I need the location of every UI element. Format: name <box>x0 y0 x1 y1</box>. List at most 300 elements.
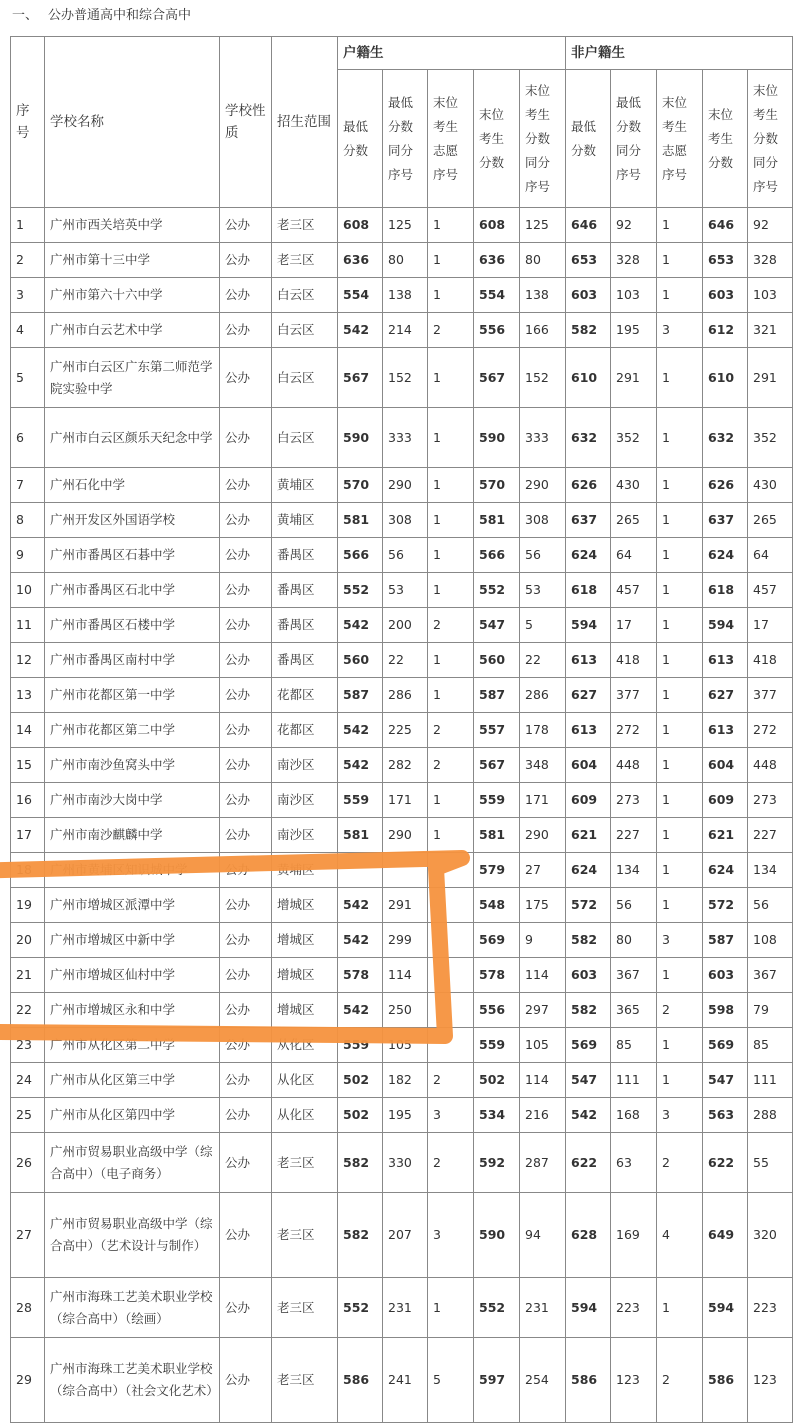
cell-h-last-wish-no <box>428 853 474 888</box>
cell-f-min-same-no: 103 <box>611 278 657 313</box>
cell-seq: 14 <box>11 713 45 748</box>
cell-h-last-same-no: 5 <box>520 608 566 643</box>
cell-f-last-wish-no: 1 <box>657 643 703 678</box>
cell-scope: 老三区 <box>272 1193 338 1278</box>
cell-f-last-score: 612 <box>703 313 748 348</box>
cell-seq: 28 <box>11 1278 45 1338</box>
cell-scope: 番禺区 <box>272 643 338 678</box>
cell-nature: 公办 <box>220 818 272 853</box>
cell-h-last-score: 590 <box>474 1193 520 1278</box>
cell-f-last-same-no: 367 <box>748 958 793 993</box>
cell-h-last-same-no: 114 <box>520 958 566 993</box>
cell-f-last-wish-no: 3 <box>657 923 703 958</box>
cell-h-min-score: 570 <box>338 468 383 503</box>
cell-f-last-wish-no: 1 <box>657 608 703 643</box>
cell-f-last-wish-no: 1 <box>657 818 703 853</box>
cell-h-min-same-no: 125 <box>383 208 428 243</box>
cell-h-last-wish-no: 1 <box>428 643 474 678</box>
cell-h-last-same-no: 9 <box>520 923 566 958</box>
cell-h-last-same-no: 175 <box>520 888 566 923</box>
table-row <box>11 503 793 538</box>
cell-nature: 公办 <box>220 1063 272 1098</box>
cell-scope: 增城区 <box>272 888 338 923</box>
cell-f-last-score: 621 <box>703 818 748 853</box>
cell-f-min-same-no: 64 <box>611 538 657 573</box>
cell-school-name: 广州市贸易职业高级中学（综合高中）（艺术设计与制作） <box>45 1193 220 1278</box>
cell-f-last-wish-no: 4 <box>657 1193 703 1278</box>
cell-f-last-score: 618 <box>703 573 748 608</box>
cell-h-last-score: 547 <box>474 608 520 643</box>
cell-f-last-same-no: 111 <box>748 1063 793 1098</box>
cell-f-last-same-no: 273 <box>748 783 793 818</box>
cell-h-last-same-no: 254 <box>520 1338 566 1423</box>
cell-h-last-wish-no: 1 <box>428 538 474 573</box>
cell-f-min-score: 604 <box>566 748 611 783</box>
cell-scope: 增城区 <box>272 993 338 1028</box>
cell-f-last-same-no: 134 <box>748 853 793 888</box>
cell-h-last-same-no: 290 <box>520 468 566 503</box>
cell-f-last-wish-no: 1 <box>657 853 703 888</box>
cell-h-last-wish-no: 1 <box>428 503 474 538</box>
cell-h-min-same-no: 286 <box>383 678 428 713</box>
cell-school-name: 广州市从化区第二中学 <box>45 1028 220 1063</box>
cell-f-last-same-no: 223 <box>748 1278 793 1338</box>
cell-scope: 南沙区 <box>272 748 338 783</box>
cell-h-last-score: 597 <box>474 1338 520 1423</box>
table-row <box>11 243 793 278</box>
cell-h-last-same-no: 290 <box>520 818 566 853</box>
cell-f-min-score: 582 <box>566 993 611 1028</box>
cell-f-last-same-no: 272 <box>748 713 793 748</box>
cell-f-last-wish-no: 1 <box>657 573 703 608</box>
cell-seq: 23 <box>11 1028 45 1063</box>
cell-h-last-wish-no: 2 <box>428 608 474 643</box>
cell-school-name: 广州市番禺区石楼中学 <box>45 608 220 643</box>
cell-f-last-same-no: 320 <box>748 1193 793 1278</box>
cell-seq: 11 <box>11 608 45 643</box>
cell-f-last-score: 610 <box>703 348 748 408</box>
cell-f-min-same-no: 223 <box>611 1278 657 1338</box>
cell-h-last-same-no: 308 <box>520 503 566 538</box>
cell-seq: 19 <box>11 888 45 923</box>
cell-f-min-score: 547 <box>566 1063 611 1098</box>
cell-h-last-score: 534 <box>474 1098 520 1133</box>
cell-h-last-wish-no: 1 <box>428 278 474 313</box>
cell-f-last-wish-no: 3 <box>657 1098 703 1133</box>
cell-h-last-same-no: 94 <box>520 1193 566 1278</box>
cell-f-min-same-no: 352 <box>611 408 657 468</box>
cell-h-last-wish-no: 1 <box>428 1278 474 1338</box>
cell-h-last-wish-no: 2 <box>428 1063 474 1098</box>
cell-h-last-same-no: 27 <box>520 853 566 888</box>
cell-f-last-same-no: 430 <box>748 468 793 503</box>
admission-scores-table <box>10 36 793 1423</box>
cell-h-min-same-no: 250 <box>383 993 428 1028</box>
cell-seq: 3 <box>11 278 45 313</box>
cell-h-min-score: 542 <box>338 923 383 958</box>
cell-nature: 公办 <box>220 1028 272 1063</box>
cell-h-min-score: 581 <box>338 503 383 538</box>
cell-h-min-same-no: 333 <box>383 408 428 468</box>
cell-h-last-wish-no: 1 <box>428 573 474 608</box>
cell-f-last-wish-no: 1 <box>657 468 703 503</box>
cell-scope: 增城区 <box>272 958 338 993</box>
cell-h-min-same-no: 22 <box>383 643 428 678</box>
cell-h-min-same-no: 182 <box>383 1063 428 1098</box>
cell-h-last-wish-no <box>428 993 474 1028</box>
cell-seq: 4 <box>11 313 45 348</box>
cell-h-min-score: 560 <box>338 643 383 678</box>
cell-h-min-same-no: 290 <box>383 468 428 503</box>
cell-h-last-wish-no: 1 <box>428 818 474 853</box>
table-row <box>11 958 793 993</box>
cell-f-last-wish-no: 1 <box>657 1278 703 1338</box>
cell-h-min-same-no: 171 <box>383 783 428 818</box>
cell-h-min-score: 581 <box>338 818 383 853</box>
cell-f-last-wish-no: 1 <box>657 958 703 993</box>
cell-h-last-same-no: 166 <box>520 313 566 348</box>
cell-h-min-score: 636 <box>338 243 383 278</box>
cell-scope: 黄埔区 <box>272 503 338 538</box>
cell-h-last-wish-no <box>428 888 474 923</box>
cell-f-last-score: 637 <box>703 503 748 538</box>
cell-f-last-score: 547 <box>703 1063 748 1098</box>
cell-h-last-same-no: 231 <box>520 1278 566 1338</box>
cell-h-min-same-no: 241 <box>383 1338 428 1423</box>
cell-school-name: 广州市花都区第一中学 <box>45 678 220 713</box>
cell-seq: 7 <box>11 468 45 503</box>
cell-f-min-same-no: 169 <box>611 1193 657 1278</box>
cell-h-min-score: 578 <box>338 958 383 993</box>
cell-f-last-wish-no: 1 <box>657 783 703 818</box>
col-h-last-same-no: 末位考生分数同分序号 <box>520 70 566 208</box>
cell-f-min-same-no: 85 <box>611 1028 657 1063</box>
cell-f-last-score: 613 <box>703 643 748 678</box>
cell-f-last-wish-no: 1 <box>657 408 703 468</box>
cell-school-name: 广州市番禺区南村中学 <box>45 643 220 678</box>
cell-f-last-score: 653 <box>703 243 748 278</box>
table-row <box>11 713 793 748</box>
cell-scope: 老三区 <box>272 1133 338 1193</box>
cell-seq: 6 <box>11 408 45 468</box>
cell-f-last-score: 587 <box>703 923 748 958</box>
group-huji: 户籍生 <box>338 37 566 70</box>
cell-h-last-wish-no <box>428 923 474 958</box>
cell-seq: 1 <box>11 208 45 243</box>
cell-h-last-score: 570 <box>474 468 520 503</box>
cell-nature: 公办 <box>220 243 272 278</box>
cell-f-min-same-no: 430 <box>611 468 657 503</box>
cell-scope: 花都区 <box>272 713 338 748</box>
cell-f-min-score: 624 <box>566 853 611 888</box>
cell-f-last-same-no: 448 <box>748 748 793 783</box>
cell-f-last-score: 572 <box>703 888 748 923</box>
cell-scope: 白云区 <box>272 313 338 348</box>
cell-f-min-same-no: 227 <box>611 818 657 853</box>
cell-h-min-score: 587 <box>338 678 383 713</box>
cell-scope: 白云区 <box>272 408 338 468</box>
cell-nature: 公办 <box>220 958 272 993</box>
table-row <box>11 1028 793 1063</box>
table-row <box>11 1278 793 1338</box>
cell-h-last-same-no: 105 <box>520 1028 566 1063</box>
cell-school-name: 广州市增城区派潭中学 <box>45 888 220 923</box>
cell-h-last-wish-no: 1 <box>428 208 474 243</box>
cell-f-min-score: 621 <box>566 818 611 853</box>
cell-f-min-score: 594 <box>566 1278 611 1338</box>
cell-nature: 公办 <box>220 313 272 348</box>
cell-f-min-score: 582 <box>566 313 611 348</box>
cell-school-name: 广州市第六十六中学 <box>45 278 220 313</box>
cell-f-min-same-no: 63 <box>611 1133 657 1193</box>
table-row <box>11 573 793 608</box>
cell-school-name: 广州市增城区中新中学 <box>45 923 220 958</box>
cell-seq: 15 <box>11 748 45 783</box>
table-row <box>11 1133 793 1193</box>
cell-school-name: 广州市第十三中学 <box>45 243 220 278</box>
cell-f-min-score: 603 <box>566 958 611 993</box>
cell-scope: 白云区 <box>272 278 338 313</box>
cell-f-last-wish-no: 1 <box>657 503 703 538</box>
table-row <box>11 853 793 888</box>
cell-school-name: 广州市黄埔区知识城中学 <box>45 853 220 888</box>
cell-h-min-same-no: 214 <box>383 313 428 348</box>
cell-f-min-score: 609 <box>566 783 611 818</box>
cell-h-last-score: 581 <box>474 818 520 853</box>
cell-nature: 公办 <box>220 278 272 313</box>
section-number: 一、 <box>12 8 39 23</box>
cell-f-last-score: 604 <box>703 748 748 783</box>
cell-nature: 公办 <box>220 208 272 243</box>
cell-f-last-score: 603 <box>703 278 748 313</box>
cell-f-last-score: 649 <box>703 1193 748 1278</box>
cell-h-min-same-no <box>383 853 428 888</box>
col-h-min-same-no: 最低分数同分序号 <box>383 70 428 208</box>
cell-h-min-score: 502 <box>338 1098 383 1133</box>
cell-h-last-score: 552 <box>474 573 520 608</box>
cell-f-last-score: 569 <box>703 1028 748 1063</box>
cell-h-min-same-no: 290 <box>383 818 428 853</box>
table-row <box>11 1063 793 1098</box>
cell-h-last-same-no: 333 <box>520 408 566 468</box>
cell-scope: 花都区 <box>272 678 338 713</box>
cell-h-last-score: 548 <box>474 888 520 923</box>
cell-f-min-score: 603 <box>566 278 611 313</box>
col-f-last-wish-no: 末位考生志愿序号 <box>657 70 703 208</box>
cell-f-last-wish-no: 1 <box>657 713 703 748</box>
cell-f-min-same-no: 365 <box>611 993 657 1028</box>
table-row <box>11 993 793 1028</box>
cell-h-last-wish-no: 2 <box>428 313 474 348</box>
table-row <box>11 348 793 408</box>
cell-h-last-wish-no: 5 <box>428 1338 474 1423</box>
cell-h-last-same-no: 297 <box>520 993 566 1028</box>
cell-scope: 从化区 <box>272 1098 338 1133</box>
cell-f-last-wish-no: 2 <box>657 1338 703 1423</box>
cell-h-last-wish-no <box>428 958 474 993</box>
cell-f-min-same-no: 111 <box>611 1063 657 1098</box>
cell-nature: 公办 <box>220 1133 272 1193</box>
cell-h-last-wish-no: 2 <box>428 1133 474 1193</box>
cell-f-last-wish-no: 1 <box>657 348 703 408</box>
cell-f-min-same-no: 134 <box>611 853 657 888</box>
cell-h-min-same-no: 200 <box>383 608 428 643</box>
cell-school-name: 广州市花都区第二中学 <box>45 713 220 748</box>
cell-school-name: 广州市从化区第四中学 <box>45 1098 220 1133</box>
section-title: 公办普通高中和综合高中 <box>48 8 192 23</box>
cell-h-last-same-no: 56 <box>520 538 566 573</box>
col-seq: 序号 <box>11 37 45 208</box>
cell-h-min-score: 582 <box>338 1193 383 1278</box>
cell-h-last-score: 502 <box>474 1063 520 1098</box>
cell-f-min-same-no: 56 <box>611 888 657 923</box>
table-row <box>11 1098 793 1133</box>
cell-f-last-score: 622 <box>703 1133 748 1193</box>
cell-seq: 26 <box>11 1133 45 1193</box>
cell-h-min-same-no: 114 <box>383 958 428 993</box>
cell-school-name: 广州市白云艺术中学 <box>45 313 220 348</box>
cell-scope: 增城区 <box>272 923 338 958</box>
cell-nature: 公办 <box>220 643 272 678</box>
cell-h-last-wish-no <box>428 1028 474 1063</box>
cell-nature: 公办 <box>220 608 272 643</box>
cell-h-last-same-no: 216 <box>520 1098 566 1133</box>
cell-school-name: 广州市番禺区石北中学 <box>45 573 220 608</box>
cell-f-last-same-no: 55 <box>748 1133 793 1193</box>
cell-h-last-same-no: 80 <box>520 243 566 278</box>
cell-f-min-same-no: 265 <box>611 503 657 538</box>
cell-nature: 公办 <box>220 503 272 538</box>
cell-seq: 22 <box>11 993 45 1028</box>
cell-f-last-same-no: 79 <box>748 993 793 1028</box>
cell-f-min-score: 627 <box>566 678 611 713</box>
table-row <box>11 608 793 643</box>
cell-h-min-score: 554 <box>338 278 383 313</box>
cell-f-last-score: 626 <box>703 468 748 503</box>
table-row <box>11 888 793 923</box>
cell-h-last-score: 566 <box>474 538 520 573</box>
table-row <box>11 538 793 573</box>
cell-h-last-wish-no: 2 <box>428 713 474 748</box>
cell-h-min-same-no: 225 <box>383 713 428 748</box>
cell-f-min-same-no: 168 <box>611 1098 657 1133</box>
cell-school-name: 广州市海珠工艺美术职业学校（综合高中）（社会文化艺术） <box>45 1338 220 1423</box>
cell-f-min-same-no: 418 <box>611 643 657 678</box>
table-row <box>11 468 793 503</box>
cell-f-min-score: 618 <box>566 573 611 608</box>
cell-f-last-wish-no: 1 <box>657 1063 703 1098</box>
cell-h-last-score: 579 <box>474 853 520 888</box>
cell-f-last-wish-no: 1 <box>657 678 703 713</box>
cell-f-min-score: 653 <box>566 243 611 278</box>
cell-f-last-same-no: 418 <box>748 643 793 678</box>
cell-school-name: 广州市南沙麒麟中学 <box>45 818 220 853</box>
cell-scope: 老三区 <box>272 1278 338 1338</box>
cell-h-min-same-no: 231 <box>383 1278 428 1338</box>
table-row <box>11 1193 793 1278</box>
cell-f-min-score: 582 <box>566 923 611 958</box>
cell-h-last-score: 592 <box>474 1133 520 1193</box>
cell-h-min-score: 542 <box>338 748 383 783</box>
cell-h-last-wish-no: 1 <box>428 783 474 818</box>
cell-scope: 老三区 <box>272 1338 338 1423</box>
cell-f-min-same-no: 195 <box>611 313 657 348</box>
cell-h-last-score: 567 <box>474 748 520 783</box>
table-row <box>11 208 793 243</box>
cell-h-last-wish-no: 1 <box>428 243 474 278</box>
cell-h-last-same-no: 138 <box>520 278 566 313</box>
cell-h-last-same-no: 53 <box>520 573 566 608</box>
cell-nature: 公办 <box>220 408 272 468</box>
cell-h-last-score: 559 <box>474 1028 520 1063</box>
cell-f-min-score: 586 <box>566 1338 611 1423</box>
cell-school-name: 广州市西关培英中学 <box>45 208 220 243</box>
cell-seq: 10 <box>11 573 45 608</box>
cell-scope: 番禺区 <box>272 573 338 608</box>
cell-h-min-score: 502 <box>338 1063 383 1098</box>
cell-f-last-same-no: 227 <box>748 818 793 853</box>
table-row <box>11 923 793 958</box>
cell-h-last-wish-no: 3 <box>428 1098 474 1133</box>
cell-f-min-same-no: 80 <box>611 923 657 958</box>
cell-f-last-same-no: 377 <box>748 678 793 713</box>
table-row <box>11 678 793 713</box>
cell-f-min-score: 542 <box>566 1098 611 1133</box>
cell-nature: 公办 <box>220 1098 272 1133</box>
cell-school-name: 广州市南沙大岗中学 <box>45 783 220 818</box>
cell-h-min-same-no: 56 <box>383 538 428 573</box>
cell-seq: 9 <box>11 538 45 573</box>
cell-h-last-score: 569 <box>474 923 520 958</box>
cell-h-min-same-no: 195 <box>383 1098 428 1133</box>
cell-f-min-score: 624 <box>566 538 611 573</box>
cell-school-name: 广州市白云区颜乐天纪念中学 <box>45 408 220 468</box>
cell-h-last-score: 560 <box>474 643 520 678</box>
cell-f-last-score: 563 <box>703 1098 748 1133</box>
group-feihuji: 非户籍生 <box>566 37 793 70</box>
cell-f-min-same-no: 291 <box>611 348 657 408</box>
col-f-min-same-no: 最低分数同分序号 <box>611 70 657 208</box>
col-nature: 学校性质 <box>220 37 272 208</box>
cell-f-min-score: 572 <box>566 888 611 923</box>
cell-h-last-same-no: 171 <box>520 783 566 818</box>
cell-f-min-same-no: 273 <box>611 783 657 818</box>
cell-f-min-score: 569 <box>566 1028 611 1063</box>
cell-h-min-score: 559 <box>338 783 383 818</box>
cell-nature: 公办 <box>220 1338 272 1423</box>
cell-h-min-score: 542 <box>338 608 383 643</box>
cell-h-last-same-no: 114 <box>520 1063 566 1098</box>
cell-f-last-same-no: 328 <box>748 243 793 278</box>
cell-h-min-same-no: 330 <box>383 1133 428 1193</box>
cell-h-min-score: 552 <box>338 573 383 608</box>
cell-f-last-score: 594 <box>703 608 748 643</box>
cell-f-min-same-no: 367 <box>611 958 657 993</box>
cell-scope: 黄埔区 <box>272 468 338 503</box>
cell-h-last-score: 559 <box>474 783 520 818</box>
cell-school-name: 广州市南沙鱼窝头中学 <box>45 748 220 783</box>
cell-school-name: 广州市番禺区石碁中学 <box>45 538 220 573</box>
cell-h-last-score: 567 <box>474 348 520 408</box>
cell-f-last-score: 598 <box>703 993 748 1028</box>
cell-scope: 从化区 <box>272 1028 338 1063</box>
cell-scope: 黄埔区 <box>272 853 338 888</box>
cell-f-min-same-no: 377 <box>611 678 657 713</box>
cell-scope: 老三区 <box>272 243 338 278</box>
cell-nature: 公办 <box>220 678 272 713</box>
cell-h-last-score: 554 <box>474 278 520 313</box>
cell-f-last-score: 586 <box>703 1338 748 1423</box>
